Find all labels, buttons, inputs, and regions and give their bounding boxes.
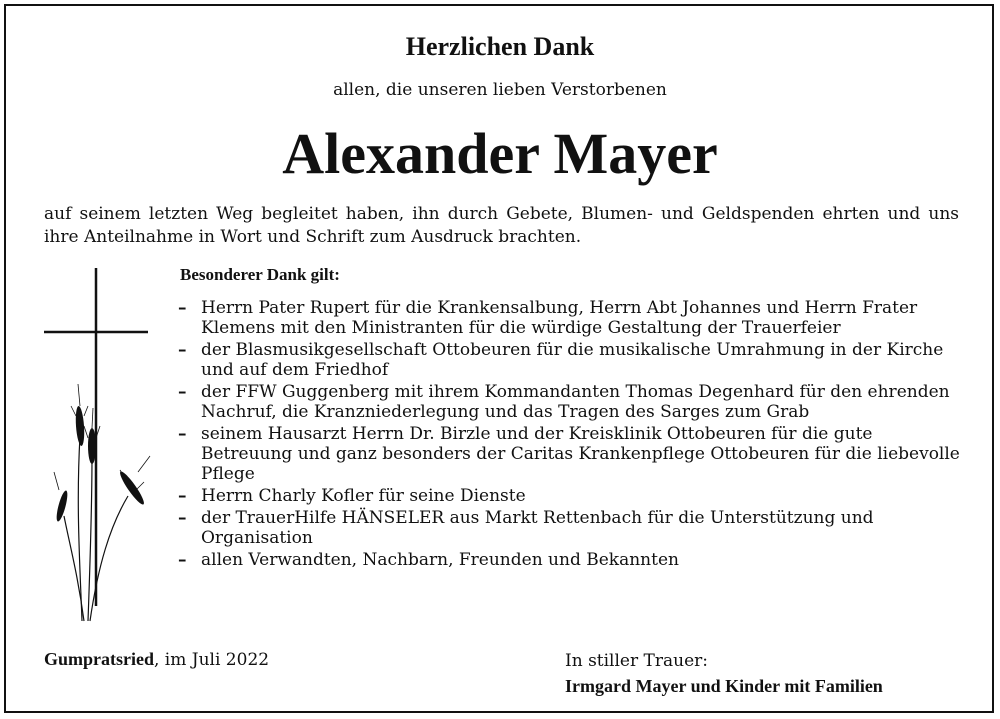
dash-marker: – [178,424,187,444]
deceased-name: Alexander Mayer [282,121,718,186]
signature-block [565,649,883,699]
place: Gumpratsried [44,649,154,669]
list-item [178,298,968,338]
list-item [178,486,968,506]
list-item-text: der FFW Guggenberg mit ihrem Kommandanten Thomas Degenhard für den ehrenden Nachruf, die Kranzniederlegung und das Tragen des Sarges zum Grab [201,382,950,422]
list-item [178,424,968,484]
mourning-label: In stiller Trauer: [565,651,708,671]
family-signature: Irmgard Mayer und Kinder mit Familien [565,676,883,696]
date: , im Juli 2022 [154,650,270,670]
dash-marker: – [178,508,187,528]
list-item-text: allen Verwandten, Nachbarn, Freunden und Bekannten [201,550,679,570]
list-item [178,508,968,548]
dash-marker: – [178,382,187,402]
dash-marker: – [178,486,187,506]
subline: allen, die unseren lieben Verstorbenen [333,80,667,100]
list-item-text: Herrn Pater Rupert für die Krankensalbung, Herrn Abt Johannes und Herrn Frater Klemens mit den Ministranten für die würdige Gestaltung der Trauerfeier [201,298,918,338]
list-item [178,340,968,380]
list-item [178,382,968,422]
list-item [178,550,968,570]
list-item-text: seinem Hausarzt Herrn Dr. Birzle und der Kreisklinik Ottobeuren für die gute Betreuung und ganz besonders der Caritas Krankenpflege Ottobeuren für die liebevolle Pflege [201,424,960,484]
list-item-text: der Blasmusikgesellschaft Ottobeuren für die musikalische Umrahmung in der Kirche und auf dem Friedhof [201,340,944,380]
place-date [44,649,269,670]
thanks-list [178,298,968,572]
cross-with-wheat-icon [40,266,160,626]
dash-marker: – [178,550,187,570]
intro-text: auf seinem letzten Weg begleitet haben, ihn durch Gebete, Blumen- und Geldspenden ehrten und uns ihre Anteilnahme in Wort und Schrift zum Ausdruck brachten. [44,204,959,247]
thanks-title: Besonderer Dank gilt: [180,265,340,284]
list-item-text: Herrn Charly Kofler für seine Dienste [201,486,526,506]
heading: Herzlichen Dank [405,32,595,61]
list-item-text: der TrauerHilfe HÄNSELER aus Markt Rettenbach für die Unterstützung und Organisation [201,508,874,548]
dash-marker: – [178,340,187,360]
dash-marker: – [178,298,187,318]
